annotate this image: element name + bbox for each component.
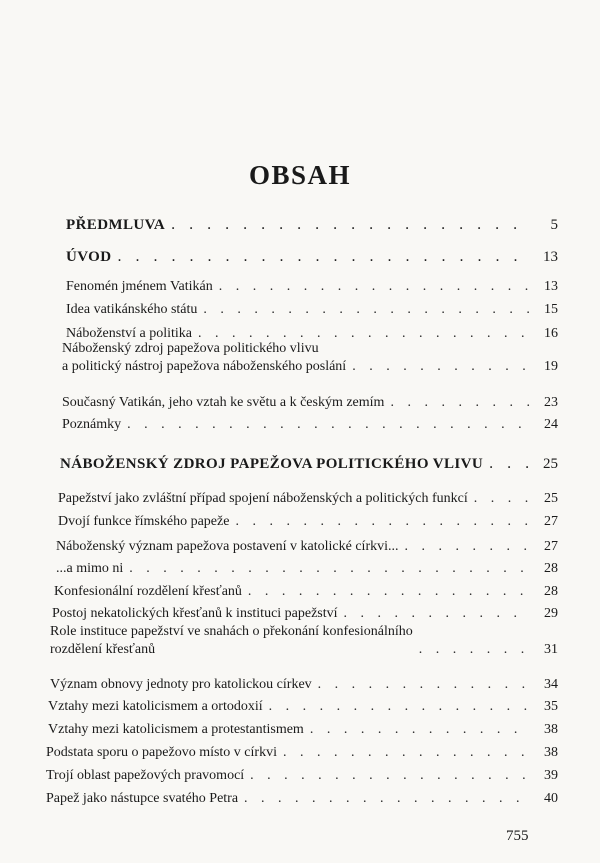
toc-chapter-uvod[interactable]	[66, 236, 558, 267]
toc-page-number: 15	[544, 302, 558, 317]
toc-page-number: 38	[544, 745, 558, 760]
leader-dots	[283, 744, 530, 762]
toc-entry[interactable]	[66, 293, 558, 319]
toc-entry-label: Vztahy mezi katolicismem a ortodoxií	[48, 699, 263, 714]
toc-entry-label: Idea vatikánského státu	[66, 302, 198, 317]
toc-page-number: 25	[544, 491, 558, 506]
toc-page-number: 19	[544, 358, 558, 374]
toc-chapter-label: NÁBOŽENSKÝ ZDROJ PAPEŽOVA POLITICKÉHO VLIVU	[60, 456, 484, 473]
toc-page-number: 5	[550, 217, 558, 233]
toc-chapter-nabozensky-zdroj[interactable]	[60, 454, 558, 474]
toc-page-number: 25	[543, 456, 558, 473]
toc-page-number: 23	[544, 395, 558, 410]
toc-entry[interactable]	[66, 317, 558, 343]
toc-entry[interactable]	[62, 408, 558, 434]
toc-page-number: 28	[544, 584, 558, 599]
toc-entry[interactable]	[46, 761, 558, 785]
toc-page-number: 13	[543, 249, 558, 265]
leader-dots	[474, 490, 530, 508]
toc-entry-label: Papežství jako zvláštní případ spojení náboženských a politických funkcí	[58, 491, 468, 506]
toc-entry-label: Dvojí funkce římského papeže	[58, 514, 230, 529]
toc-chapter-label: ÚVOD	[66, 249, 112, 265]
toc-entry[interactable]	[54, 577, 558, 601]
toc-entry-label: Trojí oblast papežových pravomocí	[46, 768, 245, 783]
toc-entry-label: Význam obnovy jednoty pro katolickou církev	[50, 677, 312, 692]
toc-entry-label: Náboženský význam papežova postavení v katolické církvi...	[56, 539, 399, 554]
toc-page-number: 27	[544, 539, 558, 554]
leader-dots	[127, 416, 530, 434]
toc-entry-label: Poznámky	[62, 417, 122, 432]
toc-entry[interactable]	[46, 782, 558, 808]
toc-entry-label: ...a mimo ni	[56, 561, 124, 576]
leader-dots	[203, 301, 530, 319]
toc-entry-label	[62, 340, 346, 375]
toc-chapter-label: PŘEDMLUVA	[66, 217, 166, 233]
toc-entry-label: Fenomén jménem Vatikán	[66, 279, 213, 294]
leader-dots	[129, 560, 530, 578]
toc-entry[interactable]	[50, 670, 558, 694]
leader-dots	[344, 605, 530, 623]
toc-page-number: 24	[544, 417, 558, 432]
leader-dots	[269, 698, 530, 716]
toc-entry-line: a politický nástroj papežova náboženského poslání	[62, 358, 347, 374]
toc-page-number: 38	[544, 722, 558, 737]
toc-entry-line: rozdělení křesťanů	[50, 641, 156, 657]
toc-page-number: 13	[544, 279, 558, 294]
leader-dots	[248, 583, 530, 601]
toc-entry-line: Náboženský zdroj papežova politického vlivu	[62, 341, 319, 356]
toc-page-number: 35	[544, 699, 558, 714]
toc-entry[interactable]	[66, 270, 558, 296]
leader-dots	[171, 215, 530, 235]
toc-page-number: 34	[544, 677, 558, 692]
toc-page-number: 16	[544, 326, 558, 341]
toc-entry[interactable]	[46, 738, 558, 762]
toc-entry-label: Postoj nekatolických křesťanů k instituci papežství	[52, 606, 338, 621]
toc-entry-label	[50, 623, 413, 658]
toc-page-number: 40	[544, 791, 558, 806]
toc-entry-line: Role instituce papežství ve snahách o překonání konfesionálního	[50, 624, 413, 639]
toc-entry-label: Současný Vatikán, jeho vztah ke světu a k českým zemím	[62, 395, 385, 410]
toc-page-number: 39	[544, 768, 558, 783]
toc-entry-label: Náboženství a politika	[66, 326, 192, 341]
toc-entry[interactable]	[52, 599, 558, 623]
leader-dots	[489, 454, 530, 474]
leader-dots	[310, 721, 530, 739]
page-title: OBSAH	[248, 160, 352, 190]
leader-dots	[318, 676, 530, 694]
toc-entry[interactable]	[58, 507, 558, 531]
toc-page-number: 27	[544, 514, 558, 529]
toc-page-number: 28	[544, 561, 558, 576]
toc-page-number: 29	[544, 606, 558, 621]
leader-dots	[235, 513, 530, 531]
toc-entry-label: Papež jako nástupce svatého Petra	[46, 791, 239, 806]
leader-dots	[352, 358, 530, 376]
toc-entry[interactable]	[56, 552, 558, 578]
toc-entry[interactable]	[50, 623, 558, 658]
leader-dots	[244, 790, 530, 808]
toc-entry[interactable]	[48, 692, 558, 716]
toc-entry-label: Konfesionální rozdělení křesťanů	[54, 584, 242, 599]
leader-dots	[117, 247, 530, 267]
toc-entry-label: Vztahy mezi katolicismem a protestantismem	[48, 722, 304, 737]
toc-entry[interactable]	[48, 715, 558, 739]
toc-page-number: 31	[544, 641, 558, 657]
toc-entry[interactable]	[62, 340, 558, 375]
toc-chapter-predmluva[interactable]	[66, 204, 558, 235]
toc-entry-label: Podstata sporu o papežovo místo v církvi	[46, 745, 277, 760]
leader-dots	[419, 641, 530, 659]
page-folio-number: 755	[506, 828, 529, 844]
toc-entry[interactable]	[58, 484, 558, 508]
